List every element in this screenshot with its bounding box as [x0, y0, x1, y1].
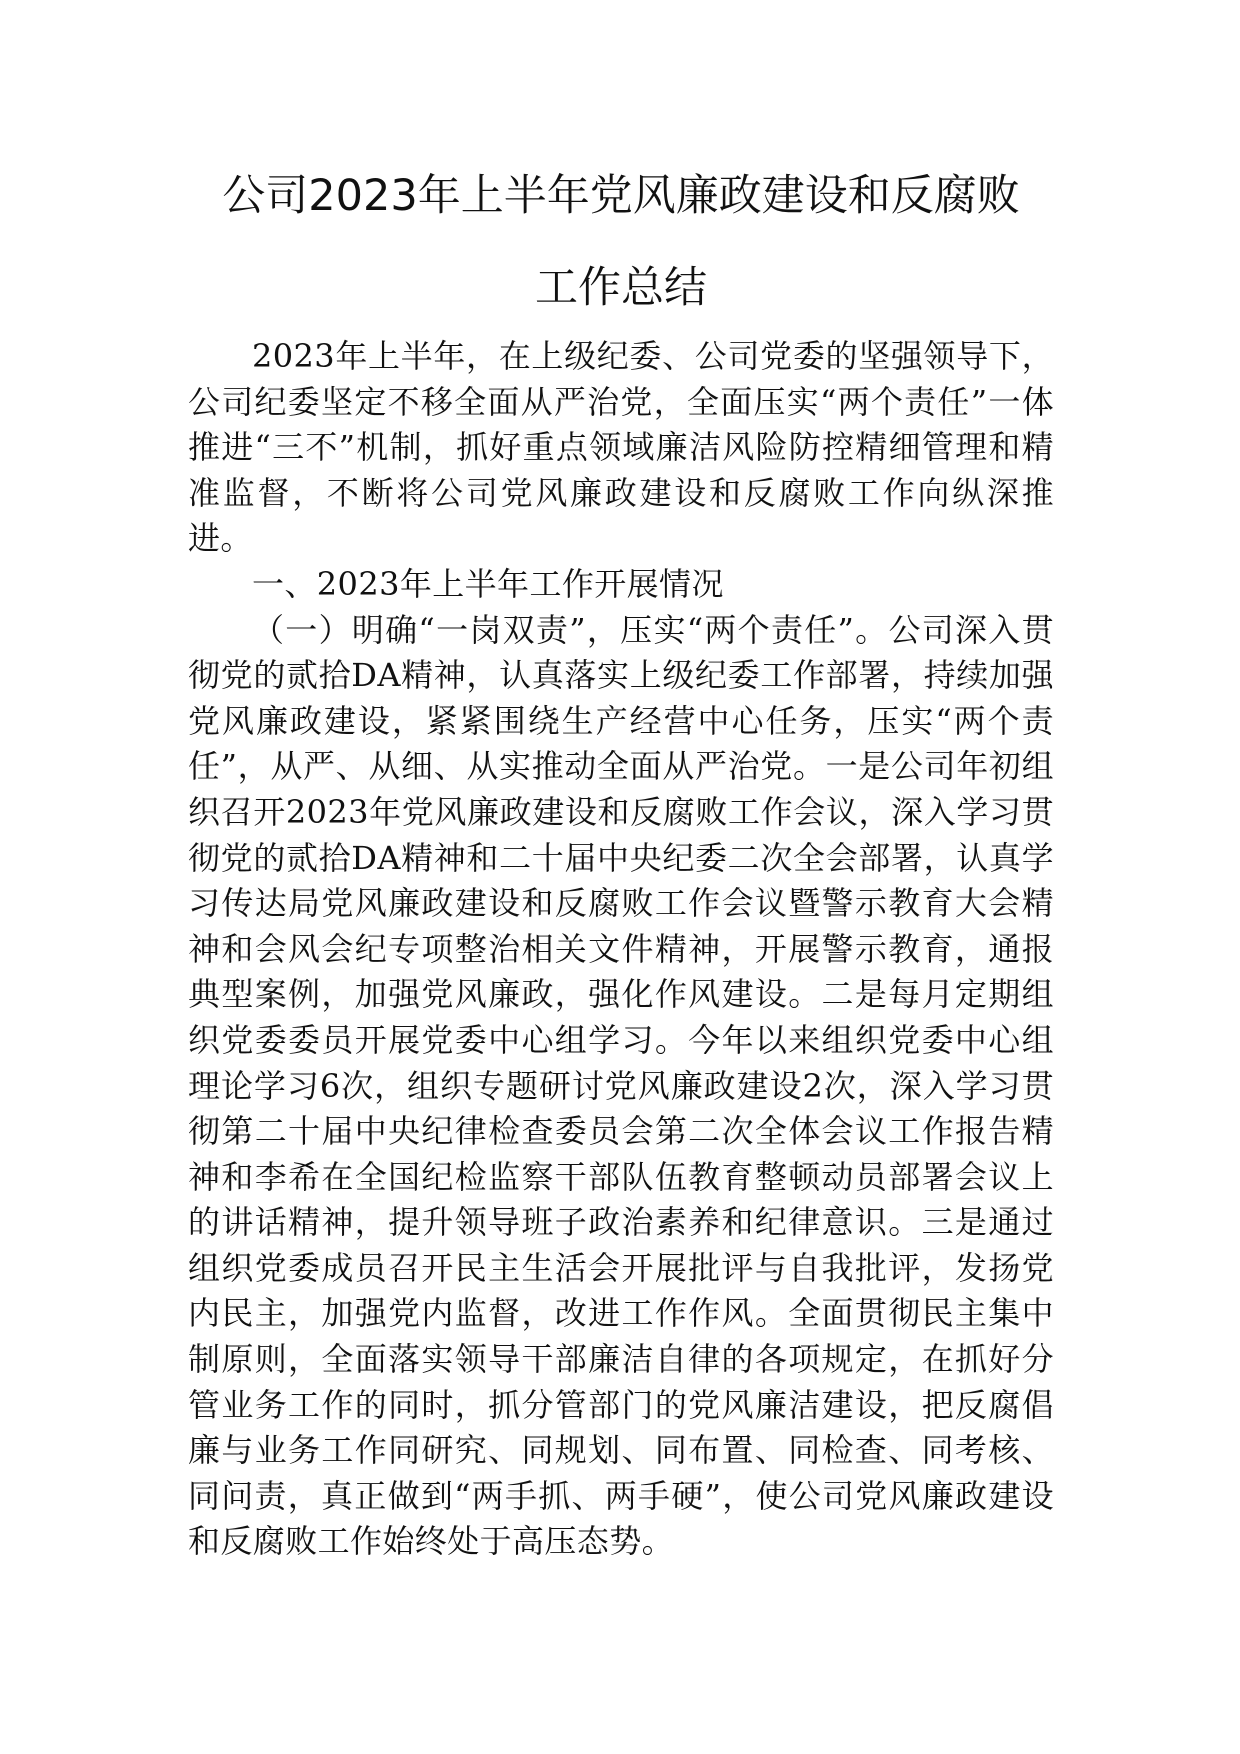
document-body [188, 150, 1054, 1565]
document-title [188, 150, 1054, 334]
section-1-heading: 一、2023年上半年工作开展情况 [252, 564, 724, 603]
intro-paragraph: 2023年上半年，在上级纪委、公司党委的坚强领导下，公司纪委坚定不移全面从严治党，全面压实“两个责任”一体推进“三不”机制，抓好重点领域廉洁风险防控精细管理和精准监督，不断将公司党风廉政建设和反腐败工作向纵深推进。 [188, 337, 1054, 558]
document-title-line-2: 工作总结 [535, 263, 707, 313]
document-title-line-1: 公司2023年上半年党风廉政建设和反腐败 [222, 171, 1020, 221]
section-1-paragraph-1: （一）明确“一岗双责”，压实“两个责任”。公司深入贯彻党的贰拾DA精神，认真落实上级纪委工作部署，持续加强党风廉政建设，紧紧围绕生产经营中心任务，压实“两个责任”，从严、从细、从实推动全面从严治党。一是公司年初组织召开2023年党风廉政建设和反腐败工作会议，深入学习贯彻党的贰拾DA精神和二十届中央纪委二次全会部署，认真学习传达局党风廉政建设和反腐败工作会议暨警示教育大会精神和会风会纪专项整治相关文件精神，开展警示教育，通报典型案例，加强党风廉政，强化作风建设。二是每月定期组织党委委员开展党委中心组学习。今年以来组织党委中心组理论学习6次，组织专题研讨党风廉政建设2次，深入学习贯彻第二十届中央纪律检查委员会第二次全体会议工作报告精神和李希在全国纪检监察干部队伍教育整顿动员部署会议上的讲话精神，提升领导班子政治素养和纪律意识。三是通过组织党委成员召开民主生活会开展批评与自我批评，发扬党内民主，加强党内监督，改进工作作风。全面贯彻民主集中制原则，全面落实领导干部廉洁自律的各项规定，在抓好分管业务工作的同时，抓分管部门的党风廉洁建设，把反腐倡廉与业务工作同研究、同规划、同布置、同检查、同考核、同问责，真正做到“两手抓、两手硬”，使公司党风廉政建设和反腐败工作始终处于高压态势。 [188, 610, 1054, 1561]
